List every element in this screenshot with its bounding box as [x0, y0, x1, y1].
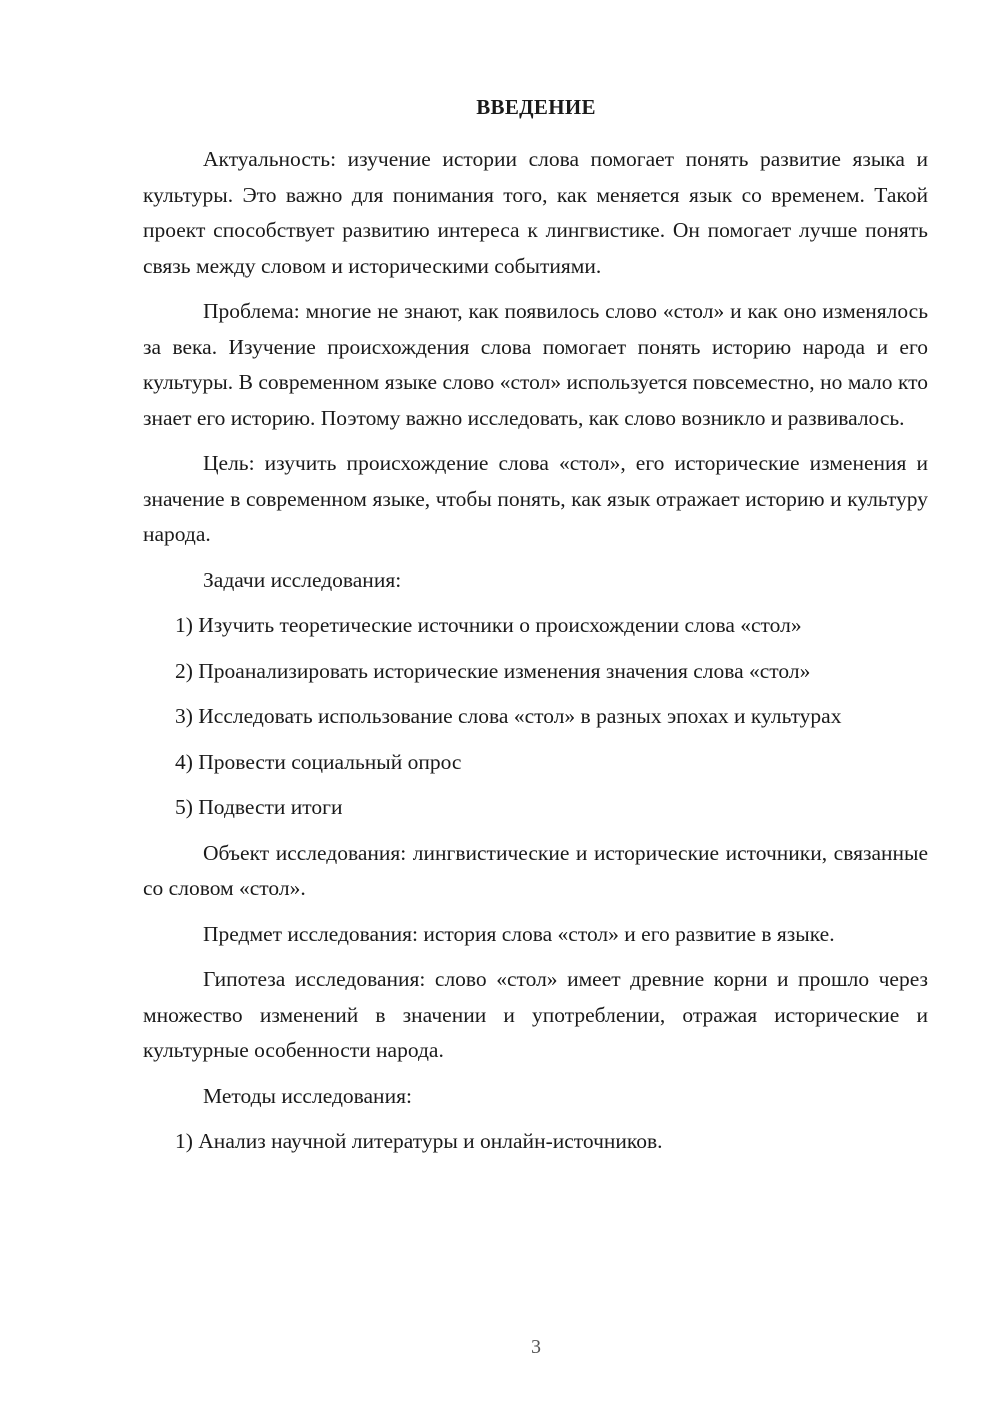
paragraph-goal: Цель: изучить происхождение слова «стол», его исторические изменения и значение в современном языке, чтобы понять, как язык отражает историю и культуру народа. [143, 451, 928, 546]
methods-title: Методы исследования: [203, 1083, 412, 1108]
task-item: 4) Провести социальный опрос [175, 749, 462, 774]
document-body [143, 142, 928, 1160]
paragraph-hypothesis: Гипотеза исследования: слово «стол» имеет древние корни и прошло через множество изменений в значении и употреблении, отражая исторические и культурные особенности народа. [143, 967, 928, 1062]
section-heading: ВВЕДЕНИЕ [476, 95, 596, 119]
task-item: 3) Исследовать использование слова «стол» в разных эпохах и культурах [175, 704, 842, 728]
paragraph-subject: Предмет исследования: история слова «стол» и его развитие в языке. [203, 921, 835, 946]
method-item: 1) Анализ научной литературы и онлайн-источников. [175, 1129, 663, 1153]
task-item: 1) Изучить теоретические источники о происхождении слова «стол» [175, 613, 802, 637]
tasks-title: Задачи исследования: [203, 567, 402, 592]
page-number: 3 [531, 1336, 541, 1358]
task-item: 5) Подвести итоги [175, 795, 343, 819]
paragraph-object: Объект исследования: лингвистические и исторические источники, связанные со словом «стол». [143, 840, 928, 900]
paragraph-relevance: Актуальность: изучение истории слова помогает понять развитие языка и культуры. Это важно для понимания того, как меняется язык со временем. Такой проект способствует развитию интереса к лингвистике. Он помогает лучше понять связь между словом и историческими событиями. [143, 147, 928, 278]
task-item: 2) Проанализировать исторические изменения значения слова «стол» [175, 658, 811, 683]
paragraph-problem: Проблема: многие не знают, как появилось слово «стол» и как оно изменялось за века. Изучение происхождения слова помогает понять историю народа и его культуры. В современном языке слово «стол» используется повсеместно, но мало кто знает его историю. Поэтому важно исследовать, как слово возникло и развивалось. [143, 299, 928, 430]
